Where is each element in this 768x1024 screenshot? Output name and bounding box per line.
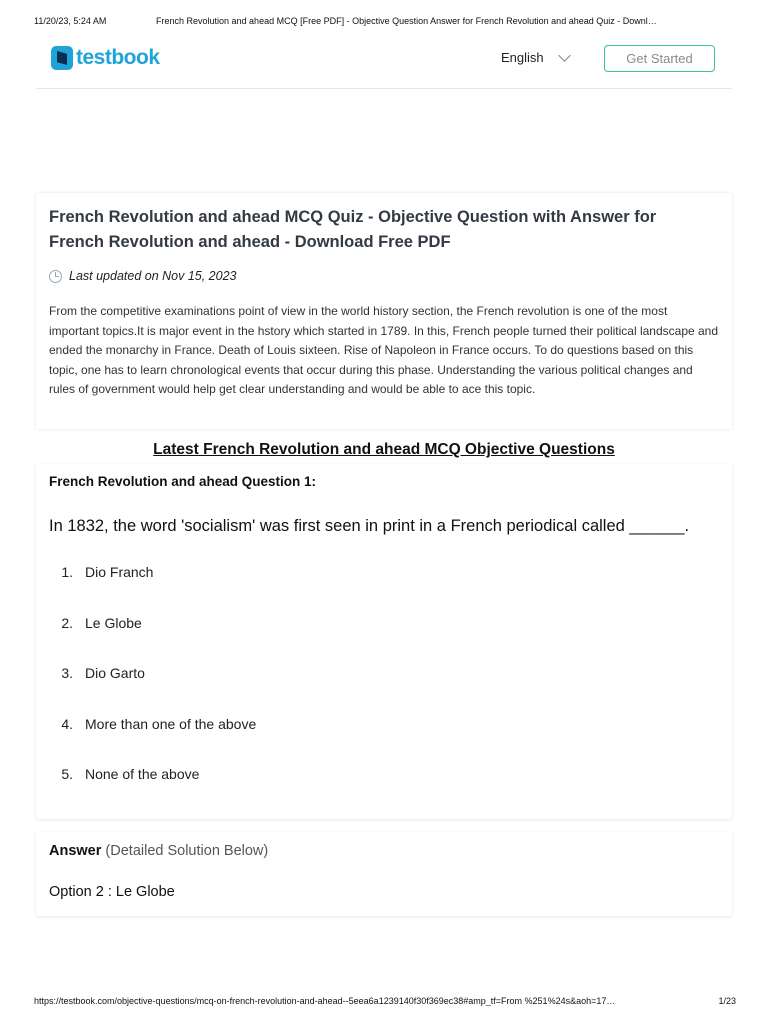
print-timestamp: 11/20/23, 5:24 AM (34, 16, 107, 26)
option-number: 2. (61, 614, 73, 631)
option-text: Le Globe (85, 614, 142, 631)
testbook-logo-icon (51, 46, 73, 70)
option-number: 1. (61, 564, 73, 580)
last-updated (49, 269, 237, 283)
language-selector[interactable] (501, 50, 569, 65)
print-page-title: French Revolution and ahead MCQ [Free PDF] - Objective Question Answer for French Revolution and ahead Quiz - Downl… (156, 16, 657, 26)
print-footer (0, 996, 768, 1010)
option-text: Dio Franch (85, 564, 154, 580)
option-item[interactable] (49, 615, 256, 666)
option-number: 3. (61, 665, 73, 681)
clock-icon (49, 270, 62, 283)
detailed-solution-label: (Detailed Solution Below) (105, 843, 269, 859)
answer-card (36, 832, 732, 916)
print-header (0, 16, 768, 30)
answer-value: Option 2 : Le Globe (49, 884, 175, 900)
option-item[interactable] (49, 665, 256, 716)
answer-label: Answer (49, 843, 102, 859)
question-label: French Revolution and ahead Question 1: (49, 474, 317, 489)
option-item[interactable] (49, 766, 256, 817)
question-card (36, 464, 732, 819)
get-started-button[interactable]: Get Started (604, 45, 715, 72)
option-text: None of the above (85, 766, 200, 782)
intro-card (36, 193, 732, 429)
top-navbar (36, 40, 732, 89)
last-updated-text: Last updated on Nov 15, 2023 (69, 269, 237, 283)
print-url: https://testbook.com/objective-questions/mcq-on-french-revolution-and-ahead--5eea6a1239140f30f369ec38#amp_tf=From %251%24s&aoh=17… (34, 996, 616, 1006)
option-text: More than one of the above (85, 715, 257, 732)
intro-paragraph: From the competitive examinations point of view in the world history section, the French revolution is one of the most important topics.It is major event in the hstory which started in 1789. In this, French people turned their political landscape and ended the monarchy in France. Death of Louis sixteen. Rise of Napoleon in France occurs. To do questions based on this topic, one has to learn chronological events that occur during this phase. Understanding the various political changes and rules of government would help get clear understanding and would be able to ace this topic. (49, 304, 719, 396)
section-heading: Latest French Revolution and ahead MCQ Objective Questions (153, 441, 615, 458)
page-title: French Revolution and ahead MCQ Quiz - Objective Question with Answer for French Revolution and ahead - Download Free PDF (49, 208, 657, 251)
options-list (49, 564, 256, 817)
option-item[interactable] (49, 716, 256, 767)
option-number: 4. (61, 715, 73, 732)
question-text: In 1832, the word 'socialism' was first seen in print in a French periodical called ______. (49, 517, 690, 535)
option-number: 5. (61, 766, 73, 782)
page-number: 1/23 (718, 996, 736, 1006)
logo-text: testbook (76, 46, 160, 69)
option-text: Dio Garto (85, 665, 145, 681)
option-item[interactable] (49, 564, 256, 615)
chevron-down-icon (558, 49, 571, 62)
answer-heading (49, 843, 268, 859)
testbook-logo[interactable] (51, 44, 160, 72)
language-label: English (501, 50, 544, 65)
